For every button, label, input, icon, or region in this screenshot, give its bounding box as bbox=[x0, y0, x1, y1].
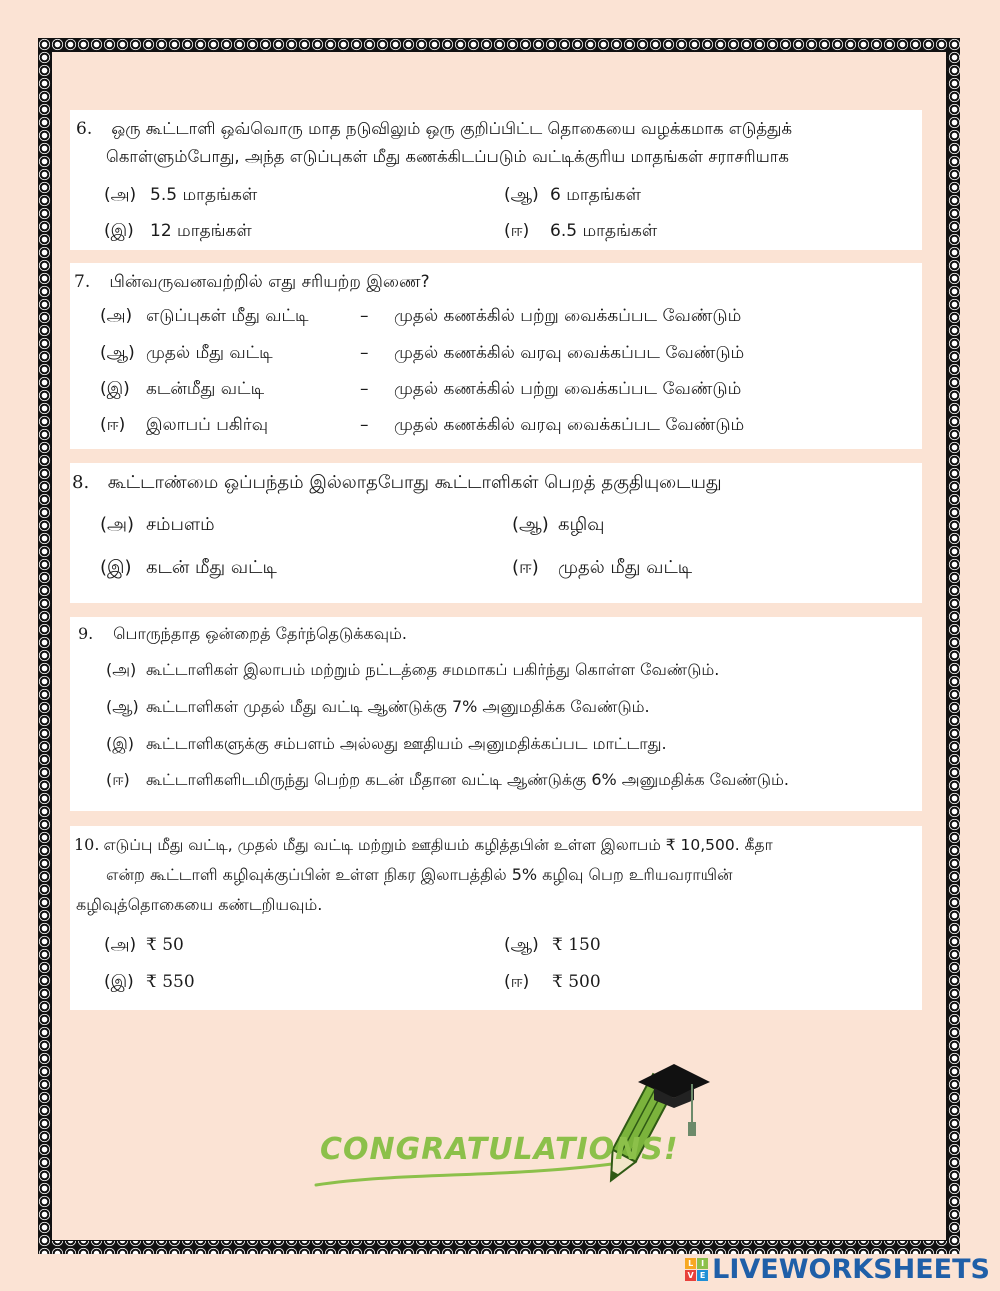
pair-dash: – bbox=[360, 306, 369, 326]
liveworksheets-brand[interactable] bbox=[685, 1254, 990, 1285]
pair-right: முதல் கணக்கில் பற்று வைக்கப்பட வேண்டும் bbox=[394, 379, 742, 399]
option-ee[interactable] bbox=[106, 767, 789, 793]
logo-letter: V bbox=[685, 1270, 696, 1281]
option-i[interactable] bbox=[104, 969, 195, 996]
option-label: (ஆ) bbox=[512, 514, 549, 535]
question-number: 6. bbox=[76, 119, 93, 139]
pair-dash: – bbox=[360, 343, 369, 363]
option-text: ₹ 550 bbox=[146, 972, 195, 992]
question-text: கூட்டாண்மை ஒப்பந்தம் இல்லாதபோது கூட்டாளிகள் பெறத் தகுதியுடையது bbox=[107, 472, 722, 493]
option-text: 6 மாதங்கள் bbox=[550, 185, 641, 205]
pair-dash: – bbox=[360, 415, 369, 435]
question-9-card bbox=[70, 617, 922, 811]
option-text: ₹ 150 bbox=[552, 935, 601, 955]
pair-right: முதல் கணக்கில் பற்று வைக்கப்பட வேண்டும் bbox=[394, 306, 742, 326]
pair-label: (இ) bbox=[100, 379, 130, 399]
pair-row-ee[interactable] bbox=[100, 412, 744, 439]
question-number: 10. bbox=[74, 835, 100, 854]
option-ee[interactable] bbox=[504, 218, 657, 245]
option-text: கடன் மீது வட்டி bbox=[146, 557, 277, 578]
option-aa[interactable] bbox=[106, 694, 650, 720]
option-label: (இ) bbox=[104, 221, 134, 241]
pair-left: இலாபப் பகிர்வு bbox=[146, 415, 268, 435]
question-7-card bbox=[70, 263, 922, 449]
question-number: 8. bbox=[72, 472, 90, 493]
option-text: கூட்டாளிகள் இலாபம் மற்றும் நட்டத்தை சமமாகப் பகிர்ந்து கொள்ள வேண்டும். bbox=[146, 660, 720, 679]
option-a[interactable] bbox=[100, 511, 215, 540]
pair-left: எடுப்புகள் மீது வட்டி bbox=[146, 306, 309, 326]
option-aa[interactable] bbox=[512, 511, 604, 540]
question-number: 7. bbox=[74, 272, 91, 292]
option-aa[interactable] bbox=[504, 182, 641, 209]
option-label: (ஆ) bbox=[504, 185, 539, 205]
option-ee[interactable] bbox=[504, 969, 601, 996]
question-8-card bbox=[70, 463, 922, 603]
option-text: 5.5 மாதங்கள் bbox=[150, 185, 258, 205]
option-a[interactable] bbox=[104, 182, 257, 209]
option-label: (இ) bbox=[104, 972, 134, 992]
option-text: 6.5 மாதங்கள் bbox=[550, 221, 658, 241]
option-label: (அ) bbox=[104, 185, 137, 205]
option-label: (ஈ) bbox=[504, 972, 530, 992]
option-text: கூட்டாளிகள் முதல் மீது வட்டி ஆண்டுக்கு 7% அனுமதிக்க வேண்டும். bbox=[146, 697, 650, 716]
pair-left: முதல் மீது வட்டி bbox=[146, 343, 273, 363]
pair-row-i[interactable] bbox=[100, 376, 741, 403]
option-ee[interactable] bbox=[512, 554, 692, 583]
option-i[interactable] bbox=[106, 731, 667, 757]
liveworksheets-wordmark: LIVEWORKSHEETS bbox=[712, 1254, 990, 1285]
question-text-line1: எடுப்பு மீது வட்டி, முதல் மீது வட்டி மற்றும் ஊதியம் கழித்தபின் உள்ள இலாபம் ₹ 10,500. கீதா bbox=[103, 836, 773, 854]
option-label: (இ) bbox=[100, 557, 132, 578]
option-label: (அ) bbox=[104, 935, 137, 955]
pair-right: முதல் கணக்கில் வரவு வைக்கப்பட வேண்டும் bbox=[394, 415, 745, 435]
option-text: முதல் மீது வட்டி bbox=[558, 557, 693, 578]
question-text-line1: ஒரு கூட்டாளி ஒவ்வொரு மாத நடுவிலும் ஒரு குறிப்பிட்ட தொகையை வழக்கமாக எடுத்துக் bbox=[111, 119, 793, 138]
option-label: (ஆ) bbox=[106, 697, 139, 716]
question-number: 9. bbox=[78, 624, 94, 643]
logo-letter: I bbox=[697, 1258, 708, 1269]
option-a[interactable] bbox=[106, 657, 719, 683]
pencil-graduation-cap-icon bbox=[312, 1060, 722, 1200]
option-text: 12 மாதங்கள் bbox=[150, 221, 252, 241]
logo-letter: E bbox=[697, 1270, 708, 1281]
option-text: சம்பளம் bbox=[146, 514, 215, 535]
pair-label: (ஈ) bbox=[100, 415, 126, 435]
pair-row-aa[interactable] bbox=[100, 340, 744, 367]
option-i[interactable] bbox=[100, 554, 277, 583]
pair-label: (ஆ) bbox=[100, 343, 135, 363]
pair-right: முதல் கணக்கில் வரவு வைக்கப்பட வேண்டும் bbox=[394, 343, 745, 363]
option-i[interactable] bbox=[104, 218, 252, 245]
option-label: (அ) bbox=[106, 660, 137, 679]
option-a[interactable] bbox=[104, 932, 184, 959]
option-text: ₹ 50 bbox=[146, 935, 184, 955]
pair-row-a[interactable] bbox=[100, 303, 741, 330]
option-label: (ஈ) bbox=[106, 770, 130, 789]
liveworksheets-logo-icon bbox=[685, 1258, 708, 1281]
option-text: கூட்டாளிகளுக்கு சம்பளம் அல்லது ஊதியம் அனுமதிக்கப்பட மாட்டாது. bbox=[146, 734, 667, 753]
question-6-card bbox=[70, 110, 922, 250]
option-text: கழிவு bbox=[558, 514, 605, 535]
option-label: (ஈ) bbox=[504, 221, 530, 241]
question-text: பொருந்தாத ஒன்றைத் தேர்ந்தெடுக்கவும். bbox=[113, 624, 407, 643]
question-text: பின்வருவனவற்றில் எது சரியற்ற இணை? bbox=[109, 272, 430, 292]
question-text-line2: கொள்ளும்போது, அந்த எடுப்புகள் மீது கணக்கிடப்படும் வட்டிக்குரிய மாதங்கள் சராசரியாக bbox=[106, 147, 789, 166]
question-text-line3: கழிவுத்தொகையை கண்டறியவும். bbox=[76, 895, 323, 914]
option-label: (ஆ) bbox=[504, 935, 539, 955]
option-label: (ஈ) bbox=[512, 557, 539, 578]
pair-left: கடன்மீது வட்டி bbox=[146, 379, 265, 399]
question-text-line2: என்ற கூட்டாளி கழிவுக்குப்பின் உள்ள நிகர இலாபத்தில் 5% கழிவு பெற உரியவராயின் bbox=[106, 865, 733, 884]
option-text: கூட்டாளிகளிடமிருந்து பெற்ற கடன் மீதான வட்டி ஆண்டுக்கு 6% அனுமதிக்க வேண்டும். bbox=[146, 770, 789, 789]
question-10-card bbox=[70, 826, 922, 1010]
pair-dash: – bbox=[360, 379, 369, 399]
option-label: (இ) bbox=[106, 734, 135, 753]
option-aa[interactable] bbox=[504, 932, 601, 959]
congratulations-graphic bbox=[312, 1060, 722, 1200]
option-label: (அ) bbox=[100, 514, 135, 535]
pair-label: (அ) bbox=[100, 306, 133, 326]
congratulations-text: CONGRATULATIONS! bbox=[320, 1132, 679, 1167]
logo-letter: L bbox=[685, 1258, 696, 1269]
option-text: ₹ 500 bbox=[552, 972, 601, 992]
